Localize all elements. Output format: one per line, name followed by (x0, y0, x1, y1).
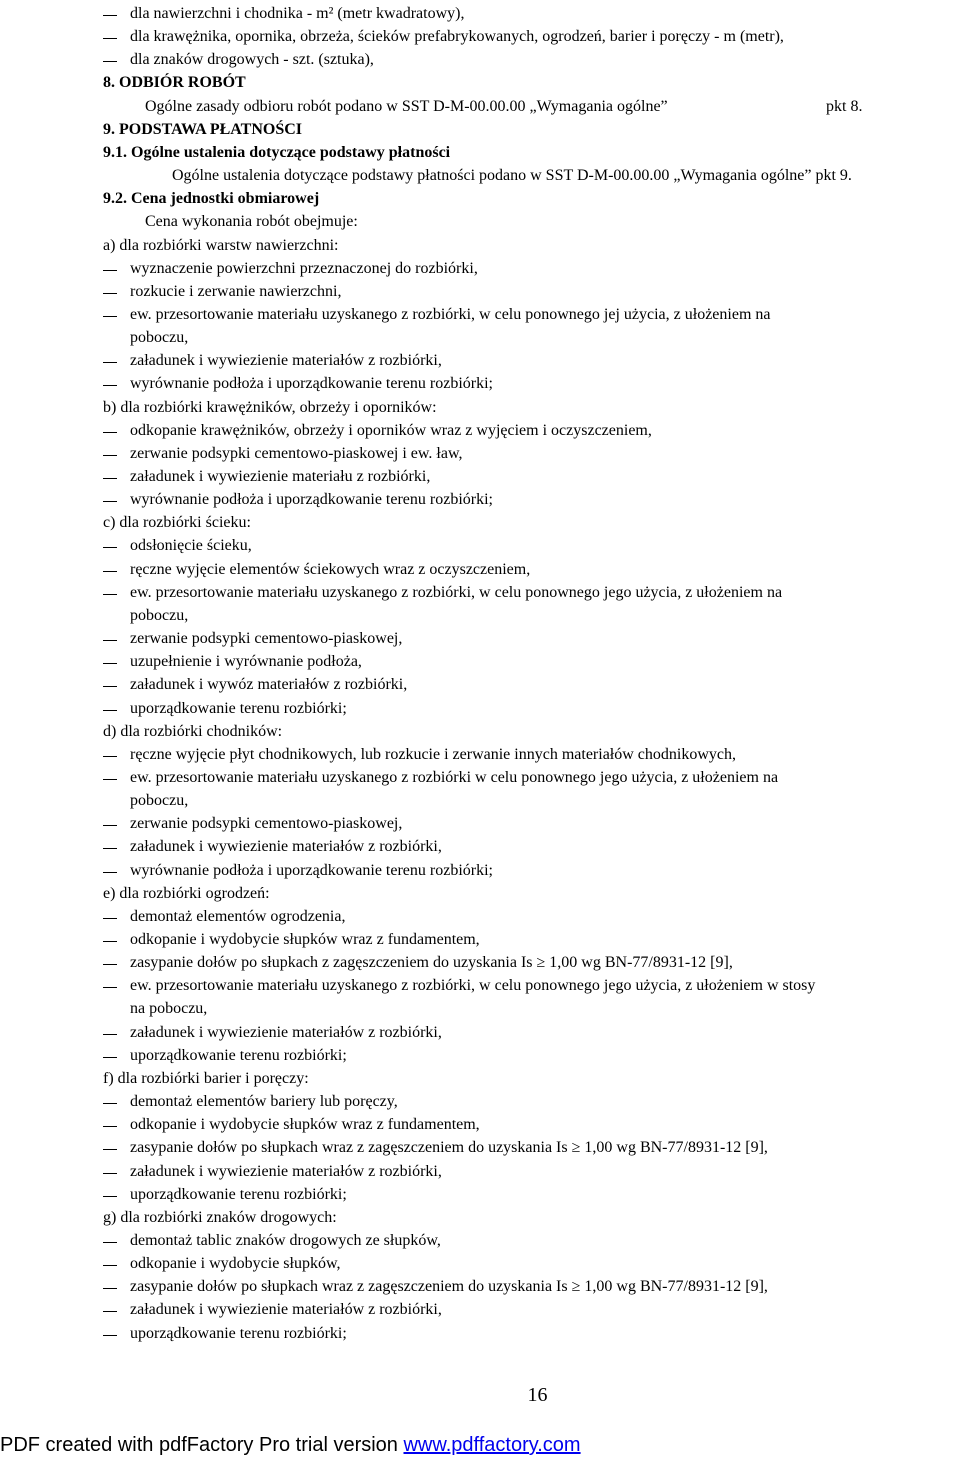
text-line: Ogólne zasady odbioru robót podano w SST D-M-00.00.00 „Wymagania ogólne” (145, 98, 668, 115)
section-heading: 9.2. Cena jednostki obmiarowej (103, 190, 320, 207)
list-dash (103, 976, 117, 996)
text-line: poboczu, (130, 329, 189, 346)
text-line: uporządkowanie terenu rozbiórki; (130, 1047, 347, 1064)
text-line: zerwanie podsypki cementowo-piaskowej i ew. ław, (130, 445, 463, 462)
text-line: dla znaków drogowych - szt. (sztuka), (130, 51, 374, 68)
list-dash (103, 259, 117, 279)
section-heading: 9.1. Ogólne ustalenia dotyczące podstawy płatności (103, 144, 451, 161)
text-line: e) dla rozbiórki ogrodzeń: (103, 885, 270, 902)
section-heading: 8. ODBIÓR ROBÓT (103, 74, 246, 91)
text-line: ew. przesortowanie materiału uzyskanego z rozbiórki w celu ponownego jego użycia, z ułożeniem na (130, 769, 779, 786)
text-line: ręczne wyjęcie elementów ściekowych wraz z oczyszczeniem, (130, 561, 531, 578)
list-dash (103, 1046, 117, 1066)
list-dash (103, 1023, 117, 1043)
list-dash (103, 953, 117, 973)
text-line: uzupełnienie i wyrównanie podłoża, (130, 653, 362, 670)
list-dash (103, 629, 117, 649)
text-line: zasypanie dołów po słupkach wraz z zagęszczeniem do uzyskania Is ≥ 1,00 wg BN-77/8931-12 [9], (130, 1278, 768, 1295)
list-dash (103, 467, 117, 487)
text-line: na poboczu, (130, 1000, 208, 1017)
list-dash (103, 1324, 117, 1344)
text-line: Cena wykonania robót obejmuje: (145, 213, 358, 230)
text-line: zerwanie podsypki cementowo-piaskowej, (130, 630, 403, 647)
list-dash (103, 675, 117, 695)
text-line: g) dla rozbiórki znaków drogowych: (103, 1209, 337, 1226)
text-line: rozkucie i zerwanie nawierzchni, (130, 283, 342, 300)
list-dash (103, 27, 117, 47)
text-line: poboczu, (130, 607, 189, 624)
text-line: ew. przesortowanie materiału uzyskanego z rozbiórki, w celu ponownego jej użycia, z ułożeniem na (130, 306, 771, 323)
list-dash (103, 861, 117, 881)
text-line: wyznaczenie powierzchni przeznaczonej do rozbiórki, (130, 260, 478, 277)
footer-link[interactable]: www.pdffactory.com (403, 1434, 581, 1456)
list-dash (103, 374, 117, 394)
text-line: dla krawężnika, opornika, obrzeża, ścieków prefabrykowanych, ogrodzeń, barier i poręczy - m (metr), (130, 28, 784, 45)
text-line: uporządkowanie terenu rozbiórki; (130, 700, 347, 717)
list-dash (103, 351, 117, 371)
text-line: uporządkowanie terenu rozbiórki; (130, 1186, 347, 1203)
text-line: poboczu, (130, 792, 189, 809)
list-dash (103, 1092, 117, 1112)
list-dash (103, 745, 117, 765)
list-dash (103, 814, 117, 834)
text-line: załadunek i wywiezienie materiałów z rozbiórki, (130, 838, 442, 855)
list-dash (103, 1254, 117, 1274)
text-line: zasypanie dołów po słupkach z zagęszczeniem do uzyskania Is ≥ 1,00 wg BN-77/8931-12 [9], (130, 954, 733, 971)
list-dash (103, 421, 117, 441)
list-dash (103, 930, 117, 950)
section-reference: pkt 8. (826, 98, 863, 115)
list-dash (103, 1277, 117, 1297)
text-line: zasypanie dołów po słupkach wraz z zagęszczeniem do uzyskania Is ≥ 1,00 wg BN-77/8931-12 [9], (130, 1139, 768, 1156)
text-line: załadunek i wywóz materiałów z rozbiórki, (130, 676, 408, 693)
list-dash (103, 1185, 117, 1205)
text-line: wyrównanie podłoża i uporządkowanie terenu rozbiórki; (130, 862, 493, 879)
text-line: załadunek i wywiezienie materiałów z rozbiórki, (130, 352, 442, 369)
footer-text: PDF created with pdfFactory Pro trial version (0, 1434, 404, 1456)
list-dash (103, 907, 117, 927)
list-dash (103, 837, 117, 857)
text-line: uporządkowanie terenu rozbiórki; (130, 1325, 347, 1342)
list-dash (103, 1300, 117, 1320)
text-line: ew. przesortowanie materiału uzyskanego z rozbiórki, w celu ponownego jego użycia, z ułożeniem na (130, 584, 783, 601)
list-dash (103, 490, 117, 510)
text-line: c) dla rozbiórki ścieku: (103, 514, 251, 531)
text-line: demontaż elementów bariery lub poręczy, (130, 1093, 398, 1110)
list-dash (103, 536, 117, 556)
text-line: dla nawierzchni i chodnika - m² (metr kwadratowy), (130, 5, 465, 22)
pdf-footer (0, 1434, 581, 1458)
list-dash (103, 560, 117, 580)
list-dash (103, 652, 117, 672)
text-line: załadunek i wywiezienie materiałów z rozbiórki, (130, 1024, 442, 1041)
list-dash (103, 1115, 117, 1135)
text-line: odkopanie i wydobycie słupków wraz z fundamentem, (130, 1116, 480, 1133)
page-number: 16 (527, 1384, 548, 1406)
text-line: załadunek i wywiezienie materiałów z rozbiórki, (130, 1163, 442, 1180)
text-line: odkopanie i wydobycie słupków wraz z fundamentem, (130, 931, 480, 948)
text-line: ew. przesortowanie materiału uzyskanego z rozbiórki, w celu ponownego jego użycia, z ułożeniem w stosy (130, 977, 816, 994)
text-line: f) dla rozbiórki barier i poręczy: (103, 1070, 309, 1087)
text-line: załadunek i wywiezienie materiałów z rozbiórki, (130, 1301, 442, 1318)
text-line: demontaż tablic znaków drogowych ze słupków, (130, 1232, 441, 1249)
list-dash (103, 1162, 117, 1182)
text-line: zerwanie podsypki cementowo-piaskowej, (130, 815, 403, 832)
section-heading: 9. PODSTAWA PŁATNOŚCI (103, 121, 302, 138)
list-dash (103, 583, 117, 603)
text-line: b) dla rozbiórki krawężników, obrzeży i oporników: (103, 399, 437, 416)
list-dash (103, 282, 117, 302)
text-line: załadunek i wywiezienie materiału z rozbiórki, (130, 468, 431, 485)
list-dash (103, 444, 117, 464)
text-line: odkopanie i wydobycie słupków, (130, 1255, 341, 1272)
text-line: d) dla rozbiórki chodników: (103, 723, 283, 740)
text-line: wyrównanie podłoża i uporządkowanie terenu rozbiórki; (130, 491, 493, 508)
list-dash (103, 50, 117, 70)
list-dash (103, 699, 117, 719)
list-dash (103, 305, 117, 325)
list-dash (103, 1231, 117, 1251)
text-line: odkopanie krawężników, obrzeży i oporników wraz z wyjęciem i oczyszczeniem, (130, 422, 652, 439)
text-line: ręczne wyjęcie płyt chodnikowych, lub rozkucie i zerwanie innych materiałów chodnikowych, (130, 746, 736, 763)
text-line: Ogólne ustalenia dotyczące podstawy płatności podano w SST D-M-00.00.00 „Wymagania ogólne” pkt 9. (172, 167, 852, 184)
list-dash (103, 768, 117, 788)
text-line: a) dla rozbiórki warstw nawierzchni: (103, 237, 339, 254)
text-line: demontaż elementów ogrodzenia, (130, 908, 346, 925)
text-line: odsłonięcie ścieku, (130, 537, 252, 554)
list-dash (103, 1138, 117, 1158)
list-dash (103, 4, 117, 24)
text-line: wyrównanie podłoża i uporządkowanie terenu rozbiórki; (130, 375, 493, 392)
